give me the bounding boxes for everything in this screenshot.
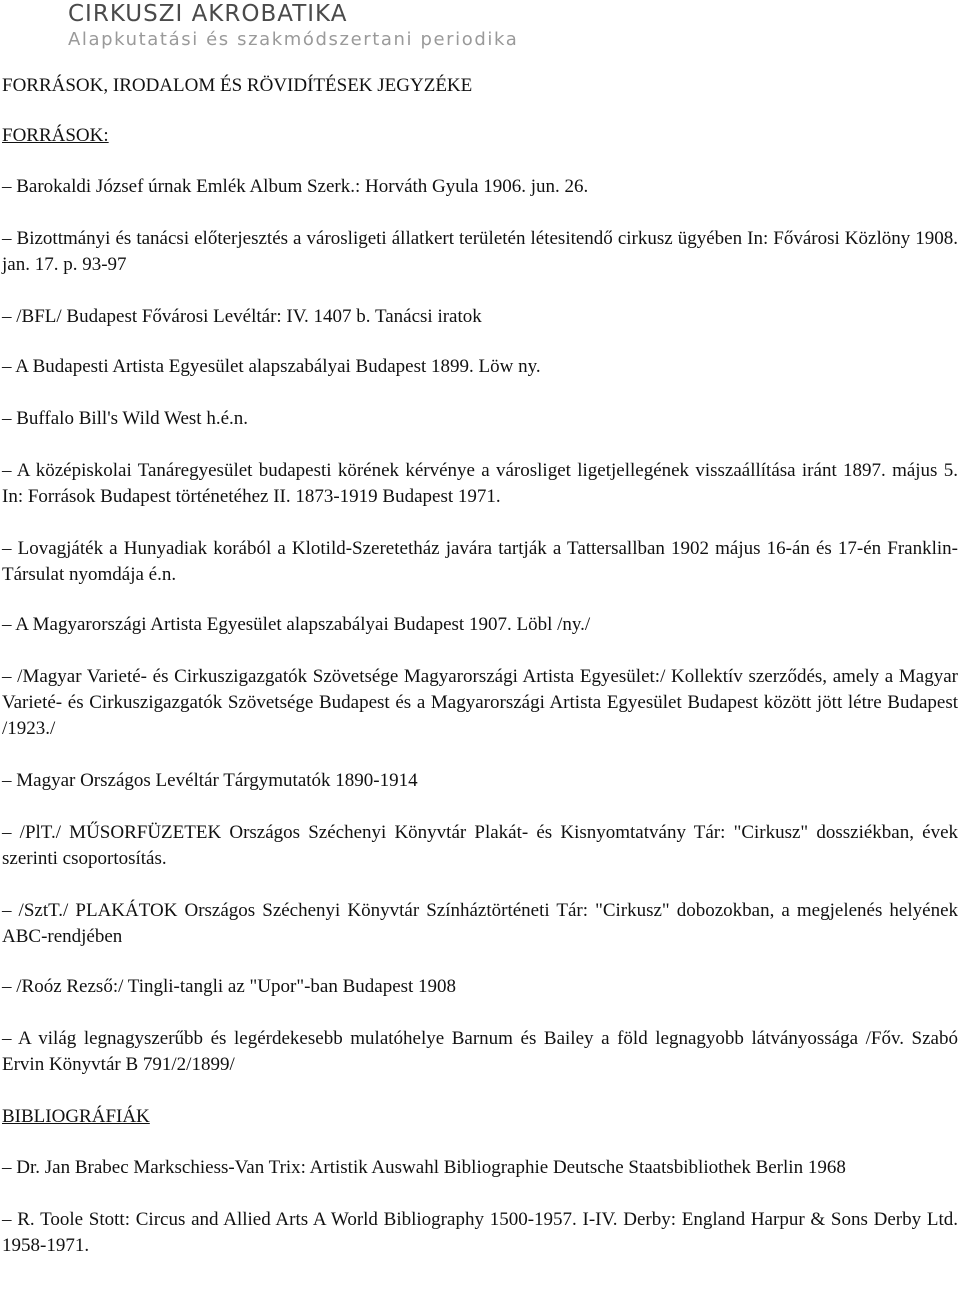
source-item: – A világ legnagyszerűbb és legérdekesebb mulatóhelye Barnum és Bailey a föld legnagyobb látványossága /Főv. Szabó Ervin Könyvtár B 791/2/1899/ [2,1028,958,1075]
source-item: – /BFL/ Budapest Fővárosi Levéltár: IV. 1407 b. Tanácsi iratok [2,306,482,327]
source-item: – A középiskolai Tanáregyesület budapesti körének kérvénye a városliget ligetjellegének visszaállítása iránt 1897. május 5. In: Források Budapest történetéhez II. 1873-1919 Budapest 1971. [2,460,958,507]
source-item: – /SztT./ PLAKÁTOK Országos Széchenyi Könyvtár Színháztörténeti Tár: "Cirkusz" dobozokban, a megjelenés helyének ABC-rendjében [2,900,958,947]
source-item: – /PlT./ MŰSORFÜZETEK Országos Széchenyi Könyvtár Plakát- és Kisnyomtatvány Tár: "Cirkusz" dossziékban, évek szerinti csoportosítás. [2,822,958,869]
bibliography-item: – R. Toole Stott: Circus and Allied Arts A World Bibliography 1500-1957. I-IV. Derby: England Harpur & Sons Derby Ltd. 1958-1971. [2,1209,958,1256]
source-item: – A Magyarországi Artista Egyesület alapszabályai Budapest 1907. Löbl /ny./ [2,614,591,635]
site-header [68,0,518,52]
bibliography-item: – Dr. Jan Brabec Markschiess-Van Trix: Artistik Auswahl Bibliographie Deutsche Staatsbibliothek Berlin 1968 [2,1157,846,1178]
source-item: – Buffalo Bill's Wild West h.é.n. [2,408,249,429]
source-item: – A Budapesti Artista Egyesület alapszabályai Budapest 1899. Löw ny. [2,356,541,377]
source-item: – Barokaldi József úrnak Emlék Album Szerk.: Horváth Gyula 1906. jun. 26. [2,176,589,197]
source-item: – Magyar Országos Levéltár Tárgymutatók 1890-1914 [2,770,418,791]
bibliographies-heading: BIBLIOGRÁFIÁK [2,1106,150,1127]
site-subtitle: Alapkutatási és szakmódszertani periodika [68,29,519,50]
document-title: FORRÁSOK, IRODALOM ÉS RÖVIDÍTÉSEK JEGYZÉKE [2,75,473,96]
document-body [2,73,958,1259]
sources-heading: FORRÁSOK: [2,125,109,146]
source-item: – /Magyar Varieté- és Cirkuszigazgatók Szövetsége Magyarországi Artista Egyesület:/ Kollektív szerződés, amely a Magyar Varieté- és Cirkuszigazgatók Szövetsége Budapest és a Magyarországi Artista Egyesület Budapest között jött létre Budapest /1923./ [2,666,958,739]
source-item: – Bizottmányi és tanácsi előterjesztés a városligeti állatkert területén létesitendő cirkusz ügyében In: Fővárosi Közlöny 1908. jan. 17. p. 93-97 [2,228,958,275]
site-title: CIRKUSZI AKROBATIKA [68,1,348,27]
source-item: – /Roóz Rezső:/ Tingli-tangli az "Upor"-ban Budapest 1908 [2,976,457,997]
source-item: – Lovagjáték a Hunyadiak korából a Klotild-Szeretetház javára tartják a Tattersallban 1902 május 16-án és 17-én Franklin-Társulat nyomdája é.n. [2,538,958,585]
